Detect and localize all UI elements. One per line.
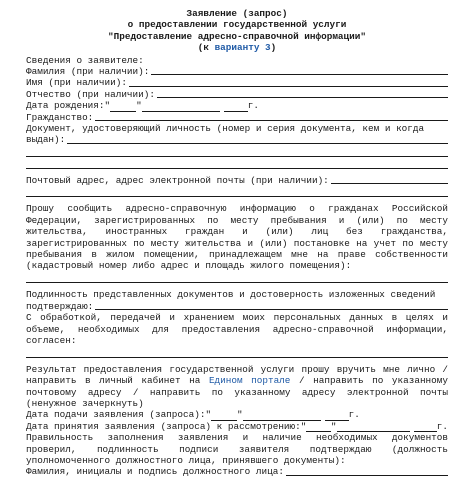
- citizenship-field[interactable]: [26, 112, 448, 123]
- name-blank[interactable]: [129, 85, 448, 87]
- identity-document-blank-3[interactable]: [26, 157, 448, 168]
- citizenship-label: Гражданство:: [26, 111, 94, 123]
- name-field[interactable]: [26, 77, 448, 88]
- birth-month-blank[interactable]: [142, 103, 220, 112]
- patronymic-label: Отчество (при наличии):: [26, 88, 155, 100]
- official-signature-blank[interactable]: [286, 474, 448, 476]
- name-label: Имя (при наличии):: [26, 77, 127, 89]
- unified-portal-link[interactable]: Едином порталe: [208, 375, 291, 387]
- form-title: Заявление (запрос): [186, 8, 288, 19]
- submit-year-blank[interactable]: [325, 412, 349, 421]
- postal-address-label: Почтовый адрес, адрес электронной почты (при наличии):: [26, 174, 329, 186]
- variant-link[interactable]: варианту 3: [214, 42, 271, 54]
- accept-date-field[interactable]: Дата принятия заявления (запроса) к рассмотрению: " " г.: [26, 420, 448, 432]
- submit-month-blank[interactable]: [243, 412, 321, 421]
- official-signature-label: Фамилия, инициалы и подпись должностного лица:: [26, 466, 284, 478]
- consent-text: С обработкой, передачей и хранением моих персональных данных в целях и объеме, необходимых для предоставления адресно-справочной информации, согласен:: [26, 312, 448, 346]
- patronymic-blank[interactable]: [157, 96, 448, 98]
- accept-day-blank[interactable]: [306, 423, 331, 432]
- official-signature-field[interactable]: [26, 466, 448, 477]
- form-header: [26, 8, 448, 54]
- birth-year-blank[interactable]: [224, 103, 248, 112]
- postal-address-blank[interactable]: [331, 182, 448, 184]
- birth-day-blank[interactable]: [110, 103, 136, 112]
- result-delivery-text: Результат предоставления государственной услуги прошу вручить мне лично / направить в личный кабинет на Едином порталe / направить по указанному почтовому адресу / направить по указанному адресу электронной почты (ненужное зачеркнуть): [26, 363, 448, 409]
- surname-field[interactable]: [26, 66, 448, 77]
- identity-document-label: Документ, удостоверяющий личность (номер и серия документа, кем и когда: [26, 123, 425, 135]
- consent-signature-blank[interactable]: [26, 346, 448, 357]
- property-blank[interactable]: [26, 272, 448, 283]
- authenticity-field[interactable]: подтверждаю:: [26, 301, 448, 312]
- birth-date-label: Дата рождения:: [26, 100, 105, 112]
- accept-date-label: Дата принятия заявления (запроса) к рассмотрению:: [26, 420, 301, 432]
- form-subtitle: о предоставлении государственной услуги: [127, 19, 347, 31]
- identity-document-field[interactable]: выдан):: [26, 134, 448, 145]
- submit-date-label: Дата подачи заявления (запроса):: [26, 409, 206, 421]
- identity-document-blank[interactable]: [67, 142, 448, 144]
- authenticity-text: Подлинность представленных документов и достоверность изложенных сведений: [26, 289, 436, 301]
- authenticity-signature-blank[interactable]: [95, 308, 448, 310]
- submit-day-blank[interactable]: [211, 412, 237, 421]
- accept-month-blank[interactable]: [337, 423, 411, 432]
- surname-blank[interactable]: [151, 73, 448, 75]
- service-name: "Предоставление адресно-справочной информации": [108, 30, 366, 42]
- variant-reference: (к варианту 3): [197, 42, 277, 54]
- applicant-heading: Сведения о заявителе:: [26, 54, 144, 66]
- citizenship-blank[interactable]: [95, 119, 448, 121]
- surname-label: Фамилия (при наличии):: [26, 66, 150, 78]
- identity-document-blank-2[interactable]: [26, 146, 448, 157]
- submit-date-field[interactable]: Дата подачи заявления (запроса): " " г.: [26, 409, 360, 421]
- birth-date-field[interactable]: Дата рождения: " " г.: [26, 100, 259, 112]
- postal-address-field[interactable]: [26, 175, 448, 186]
- request-text: Прошу сообщить адресно-справочную информацию о гражданах Российской Федерации, зарегистрированных по месту пребывания и (или) по месту жительства, иностранных граждан и (или) лиц без гражданства, зарегистрированных по месту жительства и (или) постановке на учет по месту пребывания в жилом помещении, принадлежащем мне на праве собственности (кадастровый номер либо адрес и площадь жилого помещения):: [26, 203, 448, 272]
- verification-text: Правильность заполнения заявления и наличие необходимых документов проверил, подлинность подписи заявителя подтверждаю (должность уполномоченного должностного лица, принявшего документы):: [26, 432, 448, 466]
- patronymic-field[interactable]: [26, 89, 448, 100]
- postal-address-blank-2[interactable]: [26, 186, 448, 197]
- accept-year-blank[interactable]: [414, 423, 437, 432]
